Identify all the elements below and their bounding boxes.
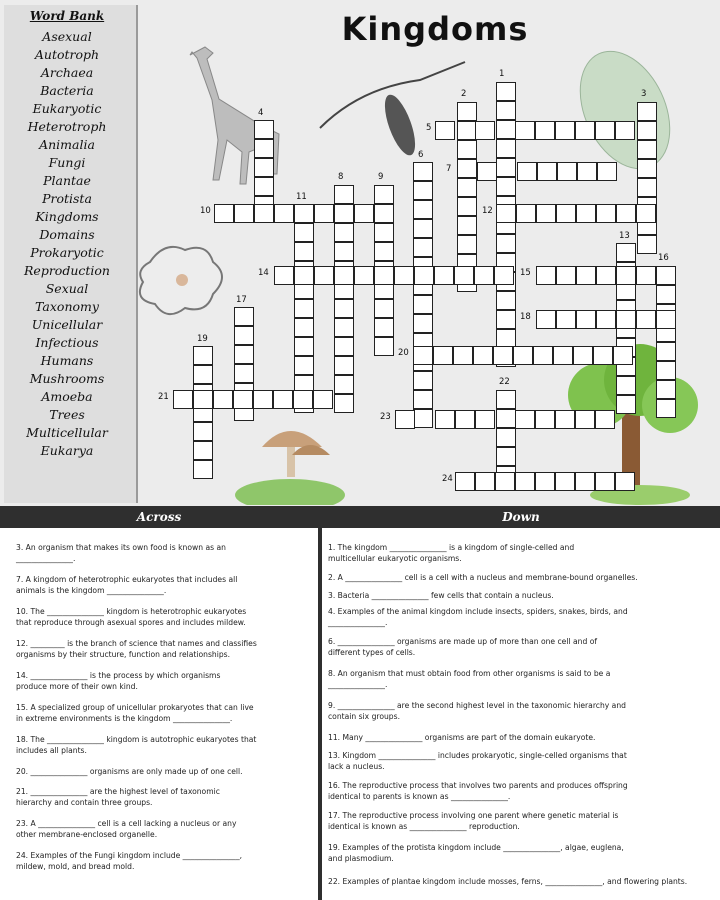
- crossword-cell[interactable]: [637, 140, 657, 159]
- clue-number: 19: [197, 334, 208, 344]
- crossword-cell[interactable]: [374, 318, 394, 337]
- across-clue: 23. A _______________ cell is a cell lacking a nucleus or any other membrane-enclosed organelle.: [16, 819, 237, 839]
- clue-number: 22: [499, 377, 510, 387]
- crossword-cell[interactable]: [294, 356, 314, 375]
- crossword-cell[interactable]: [214, 204, 234, 223]
- crossword-cell[interactable]: [616, 310, 636, 329]
- crossword-cell[interactable]: [596, 204, 616, 223]
- word-bank-item: Unicellular: [31, 317, 103, 332]
- clue-number: 9: [378, 172, 384, 182]
- crossword-cell[interactable]: [253, 390, 273, 409]
- down-clue: 4. Examples of the animal kingdom include insects, spiders, snakes, birds, and _______________.: [328, 607, 628, 627]
- down-clue: 6. _______________ organisms are made up of more than one cell and of different types of cells.: [328, 637, 598, 657]
- crossword-cell[interactable]: [517, 162, 537, 181]
- across-clue: 18. The _______________ kingdom is autotrophic eukaryotes that includes all plants.: [16, 735, 257, 755]
- word-bank-item: Eukaryotic: [32, 101, 102, 116]
- crossword-cell[interactable]: [496, 428, 516, 447]
- crossword-cell[interactable]: [477, 162, 497, 181]
- crossword-cell[interactable]: [576, 266, 596, 285]
- crossword-cell[interactable]: [294, 337, 314, 356]
- clue-number: 7: [446, 164, 452, 174]
- crossword-cell[interactable]: [515, 121, 535, 140]
- crossword-cell[interactable]: [537, 162, 557, 181]
- clue-number: 6: [418, 150, 424, 160]
- page-title: Kingdoms: [341, 10, 529, 48]
- word-bank-item: Taxonomy: [35, 299, 99, 314]
- word-bank-item: Humans: [40, 353, 94, 368]
- crossword-cell[interactable]: [496, 291, 516, 310]
- crossword-cell[interactable]: [334, 242, 354, 261]
- down-clue: 13. Kingdom _______________ includes prokaryotic, single-celled organisms that lack a nucleus.: [328, 751, 627, 771]
- word-bank-item: Fungi: [48, 155, 86, 170]
- crossword-cell[interactable]: [413, 181, 433, 200]
- crossword-cell[interactable]: [494, 266, 514, 285]
- crossword-cell[interactable]: [193, 422, 213, 441]
- crossword-cell[interactable]: [274, 204, 294, 223]
- crossword-cell[interactable]: [455, 410, 475, 429]
- down-clue: 16. The reproductive process that involves two parents and produces offspring identical to parents is known as _______________.: [328, 781, 628, 801]
- across-clue: 15. A specialized group of unicellular prokaryotes that can live in extreme environments is the kingdom _______________.: [16, 703, 254, 723]
- crossword-cell[interactable]: [516, 204, 536, 223]
- crossword-cell[interactable]: [496, 158, 516, 177]
- crossword-cell[interactable]: [637, 159, 657, 178]
- crossword-cell[interactable]: [314, 204, 334, 223]
- crossword-cell[interactable]: [636, 310, 656, 329]
- down-clue: 19. Examples of the protista kingdom include _______________, algae, euglena, and plasmodium.: [328, 843, 624, 863]
- crossword-cell[interactable]: [596, 310, 616, 329]
- crossword-cell[interactable]: [334, 299, 354, 318]
- crossword-cell[interactable]: [233, 390, 253, 409]
- crossword-cell[interactable]: [374, 223, 394, 242]
- across-clue: 24. Examples of the Fungi kingdom include _______________, mildew, mold, and bread mold.: [16, 851, 243, 871]
- crossword-cell[interactable]: [474, 266, 494, 285]
- clue-number: 20: [398, 348, 409, 358]
- clues-section: [0, 506, 720, 900]
- crossword-cell[interactable]: [193, 390, 213, 409]
- crossword-cell[interactable]: [637, 178, 657, 197]
- down-clue: 1. The kingdom _______________ is a kingdom of single-celled and multicellular eukaryotic organisms.: [328, 543, 575, 563]
- across-heading: Across: [0, 506, 318, 528]
- word-bank-item: Bacteria: [40, 83, 94, 98]
- across-clue: 12. _________ is the branch of science that names and classifies organisms by their structure, function and relationships.: [16, 639, 257, 659]
- crossword-cell[interactable]: [597, 162, 617, 181]
- word-bank-item: Sexual: [45, 281, 89, 296]
- crossword-cell[interactable]: [616, 243, 636, 262]
- crossword-cell[interactable]: [475, 121, 495, 140]
- crossword-cell[interactable]: [234, 307, 254, 326]
- crossword-cell[interactable]: [496, 82, 516, 101]
- crossword-cell[interactable]: [457, 102, 477, 121]
- crossword-cell[interactable]: [254, 120, 274, 139]
- crossword-cell[interactable]: [294, 266, 314, 285]
- crossword-cell[interactable]: [434, 266, 454, 285]
- crossword-cell[interactable]: [596, 266, 616, 285]
- crossword-cell[interactable]: [334, 375, 354, 394]
- clue-number: 23: [380, 412, 391, 422]
- crossword-cell[interactable]: [294, 223, 314, 242]
- crossword-cell[interactable]: [636, 204, 656, 223]
- crossword-cell[interactable]: [173, 390, 193, 409]
- crossword-cell[interactable]: [637, 102, 657, 121]
- crossword-cell[interactable]: [334, 185, 354, 204]
- clue-number: 1: [499, 69, 505, 79]
- crossword-cell[interactable]: [513, 346, 533, 365]
- clue-number: 18: [520, 312, 531, 322]
- across-clue: 20. _______________ organisms are only made up of one cell.: [16, 767, 243, 776]
- crossword-cell[interactable]: [496, 310, 516, 329]
- clue-number: 8: [338, 172, 344, 182]
- crossword-cell[interactable]: [615, 472, 635, 491]
- word-bank-item: Animalia: [39, 137, 95, 152]
- crossword-cell[interactable]: [575, 121, 595, 140]
- crossword-cell[interactable]: [535, 410, 555, 429]
- crossword-cell[interactable]: [536, 204, 556, 223]
- clue-number: 2: [461, 89, 467, 99]
- crossword-cell[interactable]: [374, 242, 394, 261]
- clue-number: 12: [482, 206, 493, 216]
- crossword-cell[interactable]: [575, 472, 595, 491]
- column-divider: [318, 506, 322, 900]
- crossword-cell[interactable]: [193, 441, 213, 460]
- crossword-cell[interactable]: [656, 310, 676, 329]
- crossword-cell[interactable]: [453, 346, 473, 365]
- crossword-cell[interactable]: [496, 447, 516, 466]
- crossword-cell[interactable]: [473, 346, 493, 365]
- crossword-cell[interactable]: [313, 390, 333, 409]
- crossword-cell[interactable]: [354, 204, 374, 223]
- crossword-cell[interactable]: [314, 266, 334, 285]
- down-clue: 2. A _______________ cell is a cell with a nucleus and membrane-bound organelles.: [328, 573, 638, 582]
- crossword-cell[interactable]: [496, 139, 516, 158]
- clue-number: 13: [619, 231, 630, 241]
- crossword-cell[interactable]: [334, 223, 354, 242]
- word-bank-item: Plantae: [43, 173, 91, 188]
- across-clue: 21. _______________ are the highest level of taxonomic hierarchy and contain three groups.: [16, 787, 220, 807]
- clue-number: 3: [641, 89, 647, 99]
- crossword-cell[interactable]: [556, 204, 576, 223]
- crossword-cell[interactable]: [433, 346, 453, 365]
- crossword-cell[interactable]: [457, 140, 477, 159]
- crossword-cell[interactable]: [616, 395, 636, 414]
- crossword-cell[interactable]: [374, 299, 394, 318]
- crossword-cell[interactable]: [536, 310, 556, 329]
- word-bank-item: Trees: [49, 407, 85, 422]
- crossword-cell[interactable]: [656, 285, 676, 304]
- crossword-cell[interactable]: [595, 410, 615, 429]
- crossword-cell[interactable]: [616, 204, 636, 223]
- crossword-cell[interactable]: [577, 162, 597, 181]
- crossword-cell[interactable]: [576, 310, 596, 329]
- crossword-cell[interactable]: [334, 337, 354, 356]
- crossword-cell[interactable]: [555, 472, 575, 491]
- crossword-cell[interactable]: [193, 460, 213, 479]
- crossword-cell[interactable]: [413, 390, 433, 409]
- crossword-cell[interactable]: [576, 204, 596, 223]
- clue-number: 11: [296, 192, 307, 202]
- crossword-cell[interactable]: [616, 376, 636, 395]
- down-clue: 3. Bacteria _______________ few cells that contain a nucleus.: [328, 591, 554, 600]
- down-clue: 17. The reproductive process involving one parent where genetic material is identical is known as _______________ reproduction.: [328, 811, 619, 831]
- word-bank-item: Asexual: [42, 29, 92, 44]
- crossword-cell[interactable]: [496, 177, 516, 196]
- crossword-cell[interactable]: [334, 394, 354, 413]
- crossword-cell[interactable]: [234, 204, 254, 223]
- clue-number: 10: [200, 206, 211, 216]
- word-bank-item: Heterotroph: [27, 119, 107, 134]
- crossword-cell[interactable]: [593, 346, 613, 365]
- down-clue: 11. Many _______________ organisms are part of the domain eukaryote.: [328, 733, 596, 742]
- crossword-cell[interactable]: [533, 346, 553, 365]
- down-heading: Down: [322, 506, 720, 528]
- crossword-cell[interactable]: [254, 177, 274, 196]
- crossword-cell[interactable]: [414, 266, 434, 285]
- crossword-cell[interactable]: [334, 266, 354, 285]
- crossword-cell[interactable]: [515, 410, 535, 429]
- crossword-cell[interactable]: [457, 159, 477, 178]
- crossword-cell[interactable]: [595, 121, 615, 140]
- crossword-cell[interactable]: [556, 266, 576, 285]
- crossword-cell[interactable]: [193, 365, 213, 384]
- crossword-cell[interactable]: [496, 120, 516, 139]
- crossword-cell[interactable]: [413, 238, 433, 257]
- crossword-cell[interactable]: [454, 266, 474, 285]
- crossword-cell[interactable]: [254, 158, 274, 177]
- crossword-cell[interactable]: [457, 197, 477, 216]
- word-bank-heading: Word Bank: [29, 9, 105, 23]
- crossword-cell[interactable]: [435, 410, 455, 429]
- crossword-cell[interactable]: [535, 121, 555, 140]
- crossword-cell[interactable]: [293, 390, 313, 409]
- crossword-cell[interactable]: [413, 346, 433, 365]
- crossword-cell[interactable]: [395, 410, 415, 429]
- crossword-cell[interactable]: [656, 342, 676, 361]
- crossword-cell[interactable]: [636, 266, 656, 285]
- crossword-cell[interactable]: [457, 216, 477, 235]
- crossword-cell[interactable]: [616, 266, 636, 285]
- crossword-cell[interactable]: [334, 356, 354, 375]
- crossword-cell[interactable]: [455, 472, 475, 491]
- crossword-cell[interactable]: [254, 204, 274, 223]
- crossword-cell[interactable]: [413, 371, 433, 390]
- crossword-cell[interactable]: [294, 299, 314, 318]
- word-bank-item: Domains: [39, 227, 95, 242]
- crossword-cell[interactable]: [374, 266, 394, 285]
- crossword-cell[interactable]: [575, 410, 595, 429]
- crossword-cell[interactable]: [213, 390, 233, 409]
- crossword-cell[interactable]: [334, 318, 354, 337]
- crossword-cell[interactable]: [535, 472, 555, 491]
- word-bank-item: Protista: [42, 191, 92, 206]
- crossword-cell[interactable]: [294, 204, 314, 223]
- word-bank-item: Eukarya: [40, 443, 94, 458]
- crossword-cell[interactable]: [413, 162, 433, 181]
- crossword-cell[interactable]: [557, 162, 577, 181]
- crossword-cell[interactable]: [234, 345, 254, 364]
- clue-number: 15: [520, 268, 531, 278]
- crossword-cell[interactable]: [496, 234, 516, 253]
- crossword-cell[interactable]: [536, 266, 556, 285]
- across-clue: 10. The _______________ kingdom is heterotrophic eukaryotes that reproduce through asexual spores and includes mildew.: [16, 607, 247, 627]
- crossword-cell[interactable]: [457, 235, 477, 254]
- crossword-cell[interactable]: [354, 266, 374, 285]
- crossword-cell[interactable]: [553, 346, 573, 365]
- across-clue: 7. A kingdom of heterotrophic eukaryotes that includes all animals is the kingdom _______________.: [16, 575, 238, 595]
- crossword-cell[interactable]: [475, 410, 495, 429]
- crossword-cell[interactable]: [234, 364, 254, 383]
- crossword-cell[interactable]: [493, 346, 513, 365]
- crossword-cell[interactable]: [374, 185, 394, 204]
- crossword-cell[interactable]: [273, 390, 293, 409]
- across-clue: 3. An organism that makes its own food is known as an _______________.: [16, 543, 226, 563]
- crossword-cell[interactable]: [637, 235, 657, 254]
- crossword-cell[interactable]: [496, 101, 516, 120]
- clue-number: 5: [426, 123, 432, 133]
- clue-number: 4: [258, 108, 264, 118]
- crossword-cell[interactable]: [274, 266, 294, 285]
- crossword-cell[interactable]: [595, 472, 615, 491]
- word-bank-item: Autotroph: [34, 47, 100, 62]
- crossword-cell[interactable]: [294, 242, 314, 261]
- crossword-cell[interactable]: [413, 314, 433, 333]
- crossword-cell[interactable]: [254, 139, 274, 158]
- across-clue: 14. _______________ is the process by which organisms produce more of their own kind.: [16, 671, 221, 691]
- word-bank-item: Kingdoms: [35, 209, 99, 224]
- crossword-cell[interactable]: [555, 410, 575, 429]
- crossword-cell[interactable]: [515, 472, 535, 491]
- crossword-cell[interactable]: [613, 346, 633, 365]
- down-clue: 8. An organism that must obtain food from other organisms is said to be a _______________.: [328, 669, 611, 689]
- crossword-cell[interactable]: [656, 380, 676, 399]
- crossword-cell[interactable]: [637, 121, 657, 140]
- crossword-cell[interactable]: [435, 121, 455, 140]
- crossword-cell[interactable]: [193, 346, 213, 365]
- word-bank-item: Mushrooms: [29, 371, 105, 386]
- clue-number: 14: [258, 268, 269, 278]
- crossword-cell[interactable]: [656, 361, 676, 380]
- crossword-cell[interactable]: [334, 204, 354, 223]
- crossword-cell[interactable]: [556, 310, 576, 329]
- crossword-cell[interactable]: [615, 121, 635, 140]
- crossword-cell[interactable]: [496, 390, 516, 409]
- crossword-cell[interactable]: [475, 472, 495, 491]
- down-clue: 9. _______________ are the second highest level in the taxonomic hierarchy and contain six groups.: [328, 701, 626, 721]
- crossword-cell[interactable]: [413, 409, 433, 428]
- word-bank-item: Reproduction: [24, 263, 110, 278]
- word-bank-item: Amoeba: [41, 389, 93, 404]
- crossword-cell[interactable]: [457, 121, 477, 140]
- word-bank-item: Multicellular: [26, 425, 108, 440]
- crossword-cell[interactable]: [656, 399, 676, 418]
- crossword-cell[interactable]: [555, 121, 575, 140]
- clue-number: 17: [236, 295, 247, 305]
- crossword-cell[interactable]: [413, 200, 433, 219]
- crossword-cell[interactable]: [496, 409, 516, 428]
- crossword-cell[interactable]: [496, 204, 516, 223]
- crossword-cell[interactable]: [573, 346, 593, 365]
- crossword-cell[interactable]: [374, 337, 394, 356]
- crossword-cell[interactable]: [294, 318, 314, 337]
- crossword-cell[interactable]: [413, 295, 433, 314]
- crossword-cell[interactable]: [656, 266, 676, 285]
- crossword-cell[interactable]: [457, 178, 477, 197]
- crossword-cell[interactable]: [495, 472, 515, 491]
- clue-number: 16: [658, 253, 669, 263]
- word-bank-item: Prokaryotic: [30, 245, 104, 260]
- crossword-cell[interactable]: [413, 219, 433, 238]
- clue-number: 24: [442, 474, 453, 484]
- down-clue: 22. Examples of plantae kingdom include mosses, ferns, _______________, and flowering plants.: [328, 877, 688, 886]
- crossword-cell[interactable]: [234, 326, 254, 345]
- crossword-cell[interactable]: [374, 204, 394, 223]
- crossword-cell[interactable]: [394, 266, 414, 285]
- word-bank-item: Infectious: [35, 335, 99, 350]
- clue-number: 21: [158, 392, 169, 402]
- word-bank: [4, 5, 138, 503]
- word-bank-item: Archaea: [40, 65, 94, 80]
